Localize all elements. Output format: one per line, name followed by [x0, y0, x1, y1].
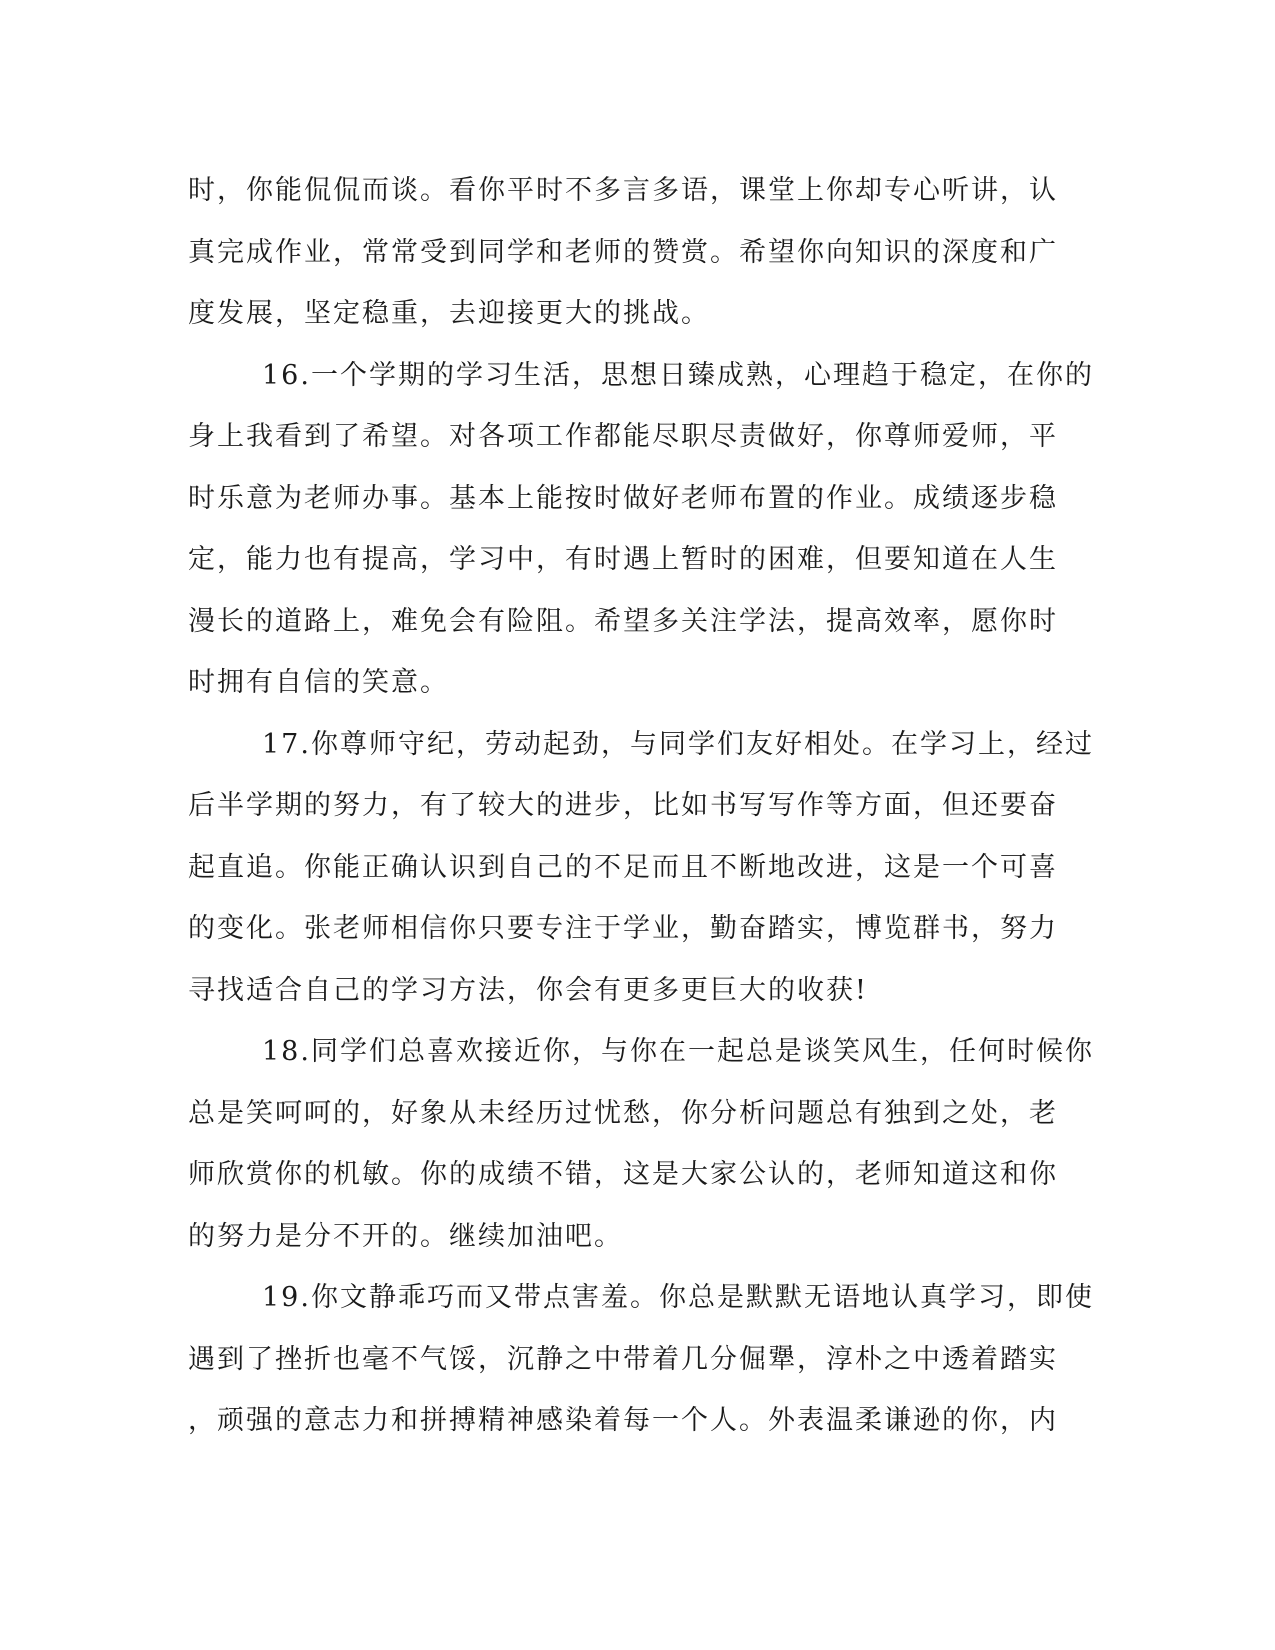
paragraph-18-start: 18.同学们总喜欢接近你，与你在一起总是谈笑风生，任何时候你	[262, 1036, 1094, 1067]
text-line: 漫长的道路上，难免会有险阻。希望多关注学法，提高效率，愿你时	[188, 605, 1058, 637]
paragraph-16-start: 16.一个学期的学习生活，思想日臻成熟，心理趋于稳定，在你的	[262, 359, 1094, 391]
text-line: 寻找适合自己的学习方法，你会有更多更巨大的收获!	[188, 974, 868, 1006]
document-text-body	[188, 160, 1094, 1452]
text-line: 时，你能侃侃而谈。看你平时不多言多语，课堂上你却专心听讲，认	[188, 175, 1058, 206]
text-line: 时拥有自信的笑意。	[188, 667, 449, 698]
text-line: 度发展，坚定稳重，去迎接更大的挑战。	[188, 298, 710, 329]
text-line: 总是笑呵呵的，好象从未经历过忧愁，你分析问题总有独到之处，老	[188, 1097, 1058, 1129]
text-line: 起直追。你能正确认识到自己的不足而且不断地改进，这是一个可喜	[188, 851, 1058, 883]
text-line: ，顽强的意志力和拼搏精神感染着每一个人。外表温柔谦逊的你，内	[188, 1405, 1058, 1436]
text-line: 的变化。张老师相信你只要专注于学业，勤奋踏实，博览群书，努力	[188, 913, 1058, 944]
text-line: 师欣赏你的机敏。你的成绩不错，这是大家公认的，老师知道这和你	[188, 1159, 1058, 1190]
text-line: 身上我看到了希望。对各项工作都能尽职尽责做好，你尊师爱师，平	[188, 421, 1058, 452]
text-line: 时乐意为老师办事。基本上能按时做好老师布置的作业。成绩逐步稳	[188, 482, 1058, 514]
text-line: 真完成作业，常常受到同学和老师的赞赏。希望你向知识的深度和广	[188, 236, 1058, 268]
text-line: 定，能力也有提高，学习中，有时遇上暂时的困难，但要知道在人生	[188, 544, 1058, 575]
text-line: 后半学期的努力，有了较大的进步，比如书写写作等方面，但还要奋	[188, 790, 1058, 821]
text-line: 的努力是分不开的。继续加油吧。	[188, 1220, 623, 1252]
paragraph-17-start: 17.你尊师守纪，劳动起劲，与同学们友好相处。在学习上，经过	[262, 728, 1094, 760]
text-line: 遇到了挫折也毫不气馁，沉静之中带着几分倔犟，淳朴之中透着踏实	[188, 1343, 1058, 1375]
paragraph-19-start: 19.你文静乖巧而又带点害羞。你总是默默无语地认真学习，即使	[262, 1282, 1094, 1313]
